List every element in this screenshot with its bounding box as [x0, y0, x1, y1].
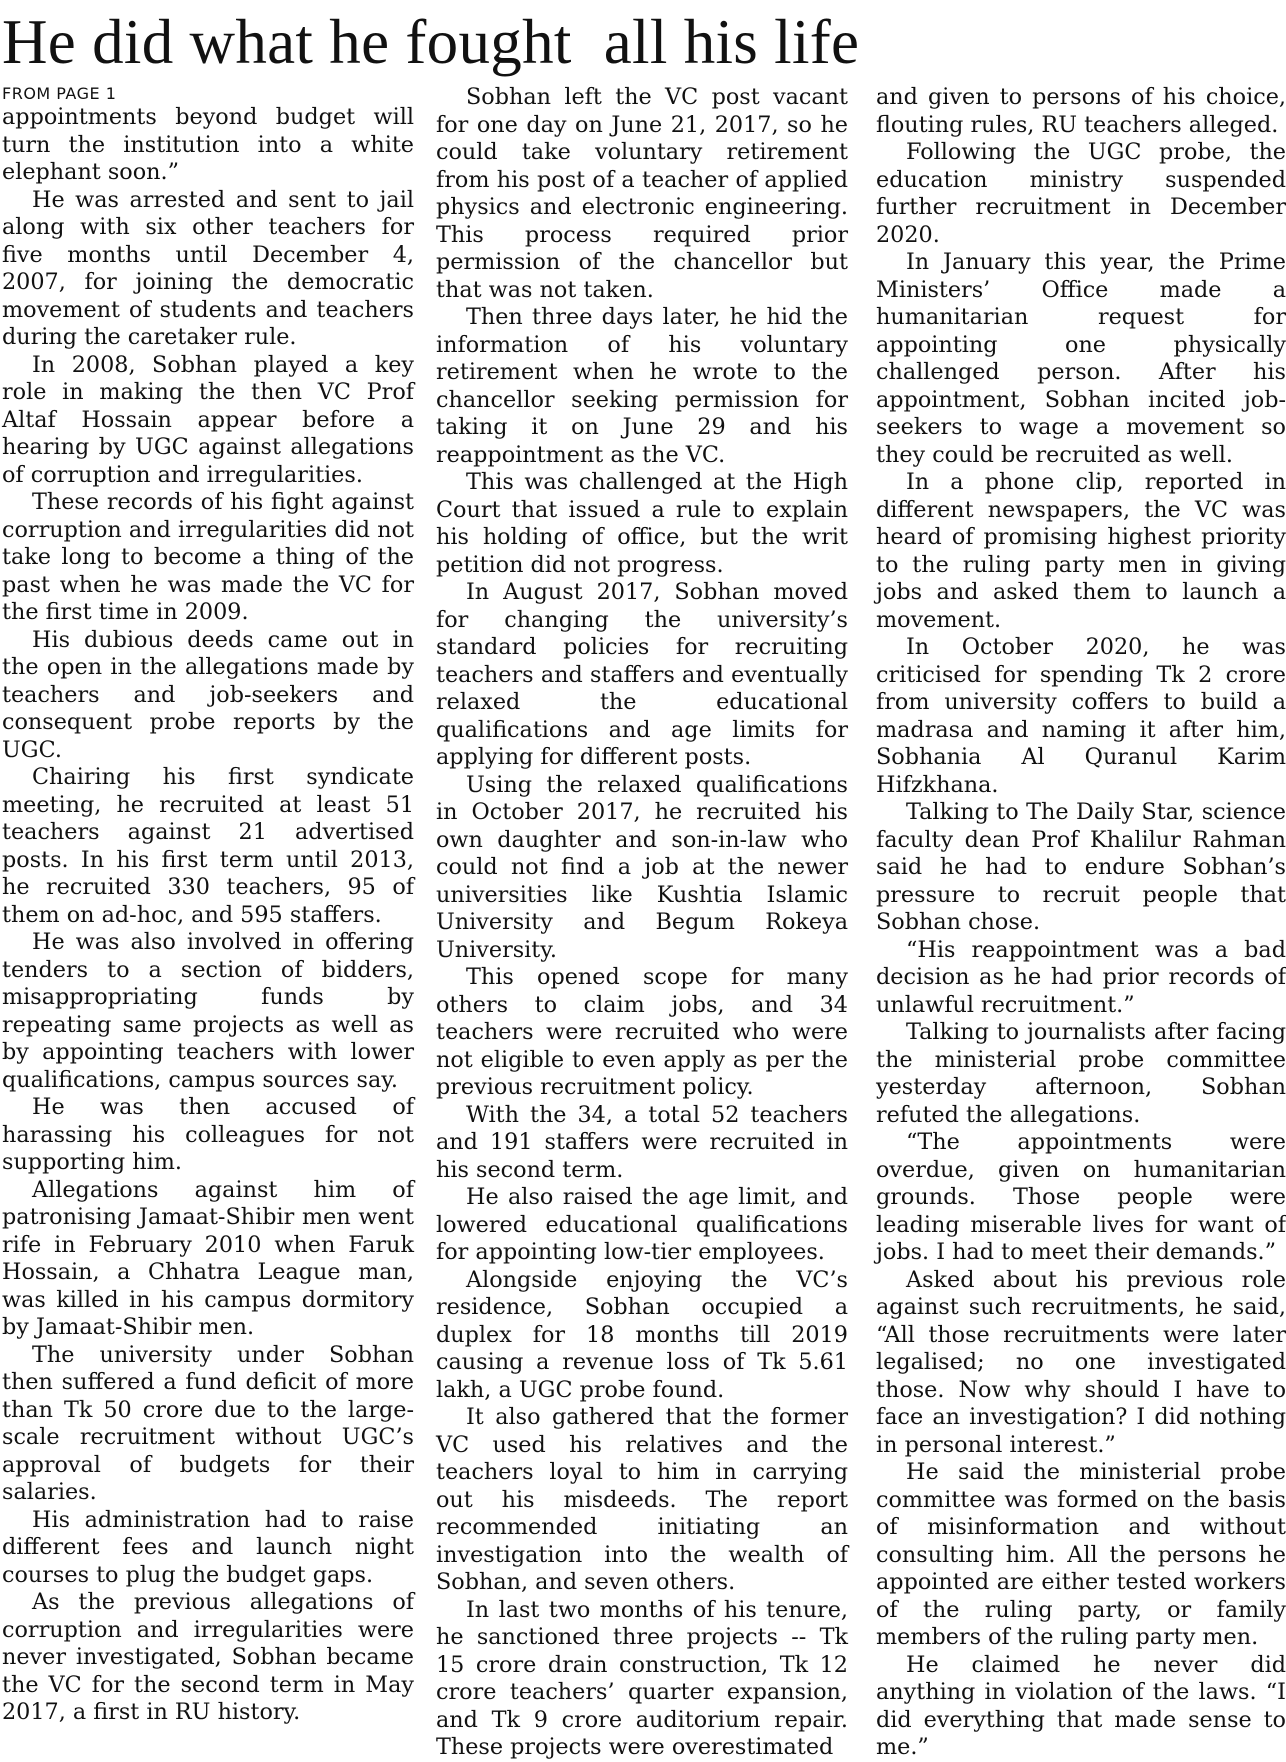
paragraph: Talking to journalists after facing the ministerial probe committee yesterday afternoon, Sobhan refuted the allegations. [876, 1019, 1286, 1128]
paragraph: It also gathered that the former VC used his relatives and the teachers loyal to him in carrying out his misdeeds. The report recommended initiating an investigation into the wealth of Sobhan, and seven others. [436, 1404, 848, 1595]
paragraph: In January this year, the Prime Ministers’ Office made a humanitarian request for appointing one physically challenged person. After his appointment, Sobhan incited job-seekers to wage a movement so they could be recruited as well. [876, 249, 1286, 468]
paragraph: The university under Sobhan then suffered a fund deficit of more than Tk 50 crore due to the large-scale recruitment without UGC’s approval of budgets for their salaries. [2, 1341, 414, 1505]
paragraph: He said the ministerial probe committee was formed on the basis of misinformation and without consulting him. All the persons he appointed are either tested workers of the ruling party, or family members of the ruling party men. [876, 1459, 1286, 1650]
paragraph: In last two months of his tenure, he sanctioned three projects -- Tk 15 crore drain construction, Tk 12 crore teachers’ quarter expansion, and Tk 9 crore auditorium repair. These projects were overestimated [436, 1596, 848, 1760]
paragraph: He also raised the age limit, and lowered educational qualifications for appointing low-tier employees. [436, 1184, 848, 1265]
paragraph: He was arrested and sent to jail along with six other teachers for five months until December 4, 2007, for joining the democratic movement of students and teachers during the caretaker rule. [2, 186, 414, 350]
paragraph: appointments beyond budget will turn the institution into a white elephant soon.” [2, 104, 414, 185]
paragraph: Alongside enjoying the VC’s residence, Sobhan occupied a duplex for 18 months till 2019 causing a revenue loss of Tk 5.61 lakh, a UGC probe found. [436, 1266, 848, 1403]
paragraph: Asked about his previous role against such recruitments, he said, “All those recruitments were later legalised; no one investigated those. Now why should I have to face an investigation? I did nothing in personal interest.” [876, 1266, 1286, 1458]
paragraph: In August 2017, Sobhan moved for changing the university’s standard policies for recruiting teachers and staffers and eventually relaxed the educational qualifications and age limits for applying for different posts. [436, 579, 848, 770]
headline: He did what he fought all his life [2, 7, 860, 77]
paragraph: Following the UGC probe, the education ministry suspended further recruitment in December 2020. [876, 139, 1286, 248]
paragraph: His dubious deeds came out in the open in the allegations made by teachers and job-seekers and consequent probe reports by the UGC. [2, 626, 414, 763]
paragraph: With the 34, a total 52 teachers and 191 staffers were recruited in his second term. [436, 1101, 848, 1183]
paragraph: This was challenged at the High Court that issued a rule to explain his holding of office, but the writ petition did not progress. [436, 469, 848, 578]
paragraph: “The appointments were overdue, given on humanitarian grounds. Those people were leading miserable lives for want of jobs. I had to meet their demands.” [876, 1129, 1286, 1265]
continuation-kicker: FROM PAGE 1 [2, 84, 117, 103]
paragraph: As the previous allegations of corruption and irregularities were never investigated, Sobhan became the VC for the second term in May 2017, a first in RU history. [2, 1589, 414, 1725]
paragraph: Chairing his first syndicate meeting, he recruited at least 51 teachers against 21 advertised posts. In his first term until 2013, he recruited 330 teachers, 95 of them on ad-hoc, and 595 staffers. [2, 764, 414, 928]
paragraph: In October 2020, he was criticised for spending Tk 2 crore from university coffers to build a madrasa and naming it after him, Sobhania Al Quranul Karim Hifzkhana. [876, 634, 1286, 798]
paragraph: Using the relaxed qualifications in October 2017, he recruited his own daughter and son-in-law who could not find a job at the newer universities like Kushtia Islamic University and Begum Rokeya University. [436, 771, 848, 963]
paragraph: In a phone clip, reported in different newspapers, the VC was heard of promising highest priority to the ruling party men in giving jobs and asked them to launch a movement. [876, 469, 1286, 633]
paragraph: This opened scope for many others to claim jobs, and 34 teachers were recruited who were not eligible to even apply as per the previous recruitment policy. [436, 964, 848, 1100]
paragraph: Sobhan left the VC post vacant for one day on June 21, 2017, so he could take voluntary retirement from his post of a teacher of applied physics and electronic engineering. This process required prior permission of the chancellor but that was not taken. [436, 84, 848, 303]
paragraph: His administration had to raise different fees and launch night courses to plug the budget gaps. [2, 1506, 414, 1588]
paragraph: Allegations against him of patronising Jamaat-Shibir men went rife in February 2010 when Faruk Hossain, a Chhatra League man, was killed in his campus dormitory by Jamaat-Shibir men. [2, 1176, 414, 1340]
paragraph: Then three days later, he hid the information of his voluntary retirement when he wrote to the chancellor seeking permission for taking it on June 29 and his reappointment as the VC. [436, 304, 848, 468]
article-column-3 [876, 84, 1286, 1760]
article-column-1 [2, 84, 414, 1725]
paragraph: He was also involved in offering tenders to a section of bidders, misappropriating funds by repeating same projects as well as by appointing teachers with lower qualifications, campus sources say. [2, 929, 414, 1093]
article-column-2 [436, 84, 848, 1760]
paragraph: “His reappointment was a bad decision as he had prior records of unlawful recruitment.” [876, 936, 1286, 1018]
paragraph: In 2008, Sobhan played a key role in making the then VC Prof Altaf Hossain appear before a hearing by UGC against allegations of corruption and irregularities. [2, 351, 414, 488]
paragraph: He claimed he never did anything in violation of the laws. “I did everything that made sense to me.” [876, 1651, 1286, 1760]
paragraph: These records of his fight against corruption and irregularities did not take long to become a thing of the past when he was made the VC for the first time in 2009. [2, 489, 414, 625]
paragraph: Talking to The Daily Star, science faculty dean Prof Khalilur Rahman said he had to endure Sobhan’s pressure to recruit people that Sobhan chose. [876, 799, 1286, 935]
paragraph: He was then accused of harassing his colleagues for not supporting him. [2, 1094, 414, 1175]
paragraph: and given to persons of his choice, flouting rules, RU teachers alleged. [876, 84, 1286, 138]
